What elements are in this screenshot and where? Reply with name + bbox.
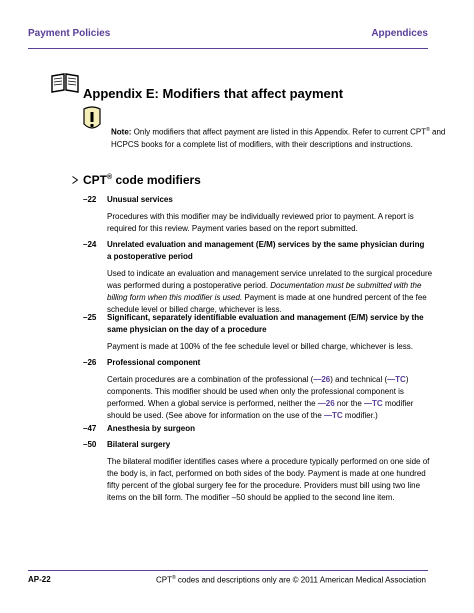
note-sup: ® <box>426 127 430 133</box>
note-label: Note: <box>111 127 132 137</box>
modifier-code: –22 <box>83 195 97 204</box>
note-text-b: and HCPCS books for a complete list of modifiers, with their descriptions and instructions. <box>111 127 446 149</box>
footer-rule <box>28 570 428 571</box>
modifier-code: –25 <box>83 313 97 322</box>
modifier-code: –24 <box>83 240 97 249</box>
modifier-code: –50 <box>83 440 97 449</box>
modifier-title: Anesthesia by surgeon <box>107 424 196 433</box>
modifier-body-part: ) and technical ( <box>330 375 388 384</box>
modifier-ref: —TC <box>324 411 343 420</box>
header-right: Appendices <box>371 28 428 39</box>
modifier-code: –47 <box>83 424 97 433</box>
modifier-title: Unrelated evaluation and management (E/M) services by the same physician during a postoperative period <box>107 240 425 261</box>
section-heading <box>83 173 201 187</box>
section-suffix: code modifiers <box>112 173 201 187</box>
header-left: Payment Policies <box>28 28 111 39</box>
modifier-code: –26 <box>83 358 97 367</box>
modifier-ref: —26 <box>317 399 335 408</box>
modifier-body-part: ) components. This modifier should be used when only the professional component is performed. When a global service is performed, neither the <box>107 375 409 408</box>
modifier-body-italic: Documentation must be submitted with the billing form when this modifier is used. <box>107 281 422 302</box>
footer-sup: ® <box>171 575 176 581</box>
note-text-a: Only modifiers that affect payment are listed in this Appendix. Refer to current CPT <box>131 127 427 137</box>
book-icon <box>50 70 80 94</box>
modifier-body: Procedures with this modifier may be individually reviewed prior to payment. A report is required for this review. Payment varies based on the report submitted. <box>107 212 414 233</box>
triangle-bullet-icon <box>72 176 78 184</box>
modifier-body-part: modifier should be used. (See above for information on the use of the <box>107 399 414 420</box>
modifier-body: Payment is made at 100% of the fee schedule level or billed charge, whichever is less. <box>107 342 413 351</box>
footer-text-a: CPT <box>155 575 172 585</box>
modifier-body <box>107 374 437 422</box>
footer-text-b: codes and descriptions only are © 2011 American Medical Association <box>175 575 426 585</box>
exclamation-note-icon <box>80 106 104 134</box>
footer-copyright <box>156 575 426 585</box>
modifier-ref: —TC <box>387 375 406 384</box>
modifier-title: Significant, separately identifiable evaluation and management (E/M) service by the same physician on the day of a procedure <box>107 313 424 334</box>
modifier-ref: —TC <box>364 399 383 408</box>
modifier-body-part: Certain procedures are a combination of the professional ( <box>107 375 314 384</box>
modifier-body <box>107 268 437 316</box>
modifier-body: The bilateral modifier identifies cases where a procedure typically performed on one side of the body is, in fact, performed on both sides of the body. Payment is made at one hundred fifty percent of the global surgery fee for the procedure. Providers must bill using two line items on the bill form. The modifier –50 should be applied to the second line item. <box>107 457 430 502</box>
modifier-body-part: modifier.) <box>342 411 378 420</box>
header-rule <box>28 48 428 49</box>
section-sup: ® <box>107 174 113 181</box>
modifier-body-a: Used to indicate an evaluation and management service unrelated to the surgical procedure was performed during a postoperative period. <box>107 269 433 290</box>
modifier-ref: —26 <box>313 375 331 384</box>
modifier-title: Professional component <box>107 358 201 367</box>
modifier-body-b: Payment is made at one hundred percent of the fee schedule level or billed charge, whichever is less. <box>107 293 427 314</box>
section-label: CPT <box>83 173 107 187</box>
modifier-body-part: nor the <box>334 399 365 408</box>
page-title: Appendix E: Modifiers that affect payment <box>83 86 344 101</box>
modifier-title: Bilateral surgery <box>107 440 171 449</box>
page-number: AP-22 <box>28 575 51 584</box>
modifier-title: Unusual services <box>107 195 173 204</box>
note-text <box>111 124 446 151</box>
